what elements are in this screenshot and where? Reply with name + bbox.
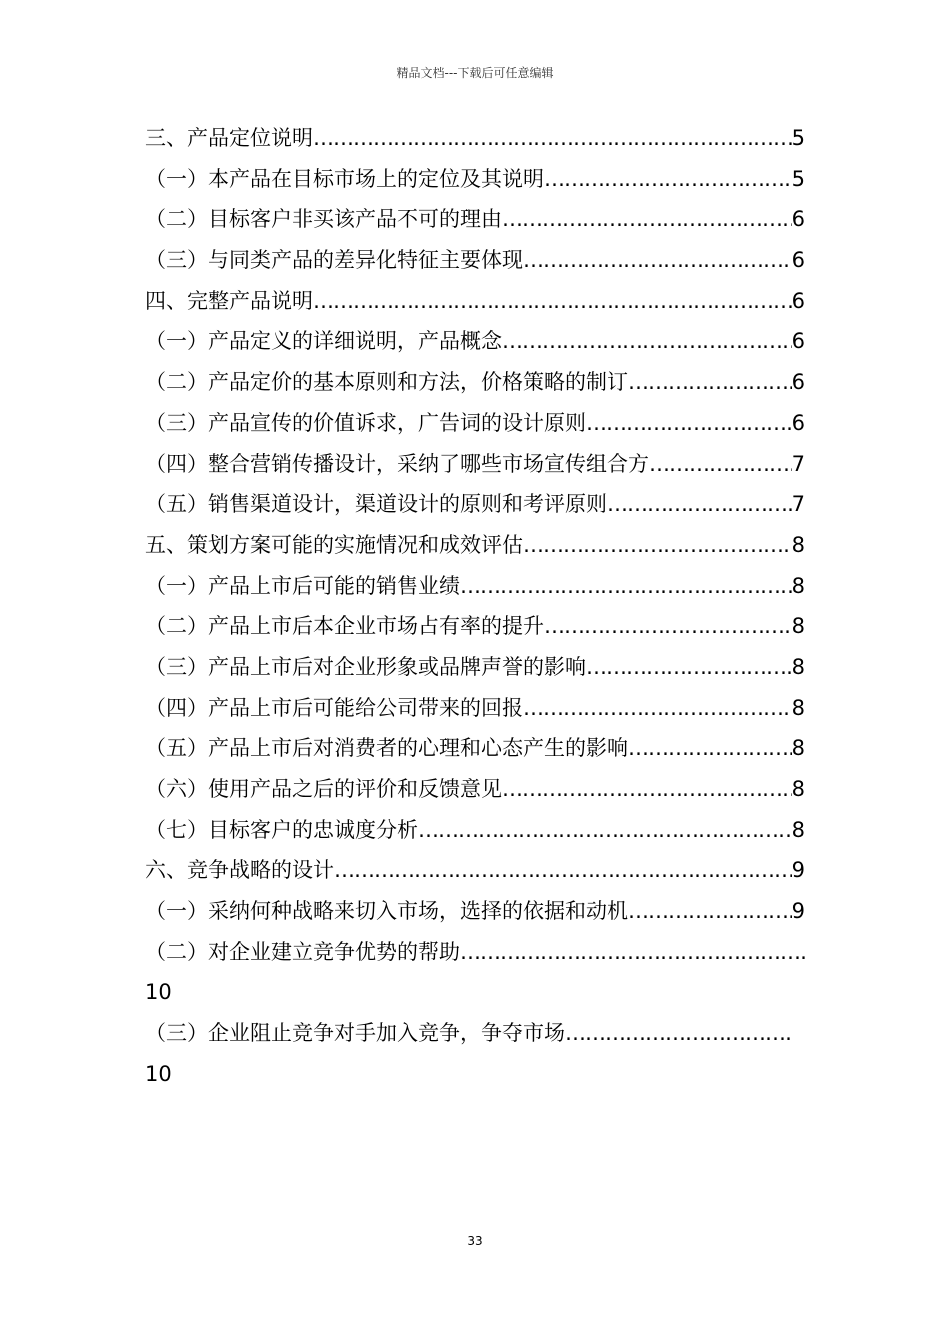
- toc-entry-title: 五、策划方案可能的实施情况和成效评估: [145, 532, 523, 557]
- toc-entry-title: （六）使用产品之后的评价和反馈意见: [145, 777, 502, 801]
- toc-entry-page: 8: [791, 695, 805, 720]
- table-of-contents: [145, 118, 805, 1095]
- toc-entry-title: （三）企业阻止竞争对手加入竞争，争夺市场: [145, 1021, 565, 1046]
- toc-entry-title: （一）产品上市后可能的销售业绩: [145, 573, 460, 598]
- toc-entry-page: 6: [791, 288, 805, 313]
- toc-leader-dots: [586, 403, 792, 444]
- toc-leader-dots: [628, 362, 792, 403]
- toc-entry-page: 8: [791, 817, 805, 842]
- toc-entry-title: （五）产品上市后对消费者的心理和心态产生的影响: [145, 736, 628, 761]
- toc-entry[interactable]: [145, 403, 805, 444]
- toc-leader-dots: [628, 728, 792, 769]
- toc-entry[interactable]: [145, 810, 805, 851]
- toc-entry-title: （二）对企业建立竞争优势的帮助: [145, 939, 460, 964]
- toc-entry[interactable]: [145, 362, 805, 403]
- toc-entry[interactable]: [145, 484, 805, 525]
- toc-leader-dots: [565, 1013, 790, 1054]
- toc-entry[interactable]: [145, 566, 805, 607]
- toc-entry[interactable]: [145, 118, 805, 159]
- toc-entry[interactable]: [145, 159, 805, 200]
- toc-leader-dots: [586, 647, 792, 688]
- toc-leader-dots: [523, 525, 792, 566]
- toc-leader-dots: [502, 769, 792, 810]
- toc-entry-page: 8: [791, 654, 805, 679]
- toc-leader-dots: [502, 199, 792, 240]
- toc-entry-title: 四、完整产品说明: [145, 288, 313, 313]
- toc-entry-page: 6: [791, 410, 805, 435]
- toc-entry-page: 8: [791, 777, 805, 801]
- toc-leader-dots: [313, 281, 792, 322]
- toc-entry[interactable]: [145, 1013, 790, 1054]
- toc-entry-title: 三、产品定位说明: [145, 126, 313, 150]
- toc-leader-dots: [628, 891, 792, 932]
- toc-entry-title: （二）产品定价的基本原则和方法，价格策略的制订: [145, 370, 628, 395]
- toc-entry[interactable]: [145, 688, 805, 729]
- toc-entry-page: 7: [791, 451, 805, 476]
- toc-entry[interactable]: [145, 769, 805, 810]
- toc-entry[interactable]: [145, 932, 805, 973]
- toc-entry-title: （一）产品定义的详细说明，产品概念: [145, 329, 502, 354]
- toc-leader-dots: [607, 484, 792, 525]
- toc-entry-page: 8: [791, 736, 805, 761]
- toc-leader-dots: [523, 240, 792, 281]
- toc-leader-dots: [544, 606, 792, 647]
- toc-entry[interactable]: [145, 728, 805, 769]
- toc-entry-page: 8: [791, 614, 805, 639]
- toc-entry[interactable]: [145, 850, 805, 891]
- toc-entry-title: （三）与同类产品的差异化特征主要体现: [145, 248, 523, 273]
- toc-leader-dots: [544, 159, 792, 200]
- toc-entry-title: （三）产品宣传的价值诉求，广告词的设计原则: [145, 410, 586, 435]
- toc-leader-dots: [502, 321, 792, 362]
- toc-entry-page: 6: [791, 207, 805, 232]
- page-header: 精品文档---下载后可任意编辑: [396, 66, 554, 80]
- toc-entry-title: （三）产品上市后对企业形象或品牌声誉的影响: [145, 654, 586, 679]
- toc-entry[interactable]: [145, 199, 805, 240]
- toc-leader-dots: [460, 566, 792, 607]
- toc-entry[interactable]: [145, 606, 805, 647]
- toc-entry[interactable]: [145, 444, 805, 485]
- toc-entry-page: 8: [791, 573, 805, 598]
- page-number: 33: [467, 1234, 483, 1248]
- toc-entry[interactable]: [145, 240, 805, 281]
- toc-entry-page: 9: [791, 899, 805, 924]
- toc-entry[interactable]: [145, 891, 805, 932]
- toc-entry-page: 6: [791, 329, 805, 354]
- toc-entry-title: （一）采纳何种战略来切入市场，选择的依据和动机: [145, 899, 628, 924]
- toc-entry-title: （二）目标客户非买该产品不可的理由: [145, 207, 502, 232]
- toc-leader-dots: [523, 688, 792, 729]
- toc-entry-title: （七）目标客户的忠诚度分析: [145, 817, 418, 842]
- toc-entry-title: （一）本产品在目标市场上的定位及其说明: [145, 166, 544, 191]
- toc-entry-title: （四）整合营销传播设计，采纳了哪些市场宣传组合方: [145, 451, 649, 476]
- toc-entry-page: 5: [791, 166, 805, 191]
- toc-leader-dots: [418, 810, 792, 851]
- toc-entry-page: 6: [791, 248, 805, 273]
- toc-entry-page: 8: [791, 532, 805, 557]
- toc-entry-title: （四）产品上市后可能给公司带来的回报: [145, 695, 523, 720]
- toc-leader-dots: [649, 444, 792, 485]
- toc-entry-page: 7: [791, 492, 805, 517]
- toc-leader-dots: [460, 932, 805, 973]
- toc-entry-page: 10: [145, 1061, 172, 1086]
- toc-entry-page: 6: [791, 370, 805, 395]
- toc-entry-page: 5: [791, 126, 805, 150]
- toc-entry-page: 9: [791, 858, 805, 883]
- toc-entry-page: 10: [145, 980, 172, 1005]
- toc-leader-dots: [334, 850, 792, 891]
- toc-leader-dots: [313, 118, 792, 159]
- toc-entry-title: 六、竞争战略的设计: [145, 858, 334, 883]
- toc-entry[interactable]: [145, 321, 805, 362]
- toc-entry[interactable]: [145, 647, 805, 688]
- toc-entry[interactable]: [145, 525, 805, 566]
- toc-entry-title: （二）产品上市后本企业市场占有率的提升: [145, 614, 544, 639]
- toc-entry[interactable]: [145, 281, 805, 322]
- toc-entry-title: （五）销售渠道设计，渠道设计的原则和考评原则: [145, 492, 607, 517]
